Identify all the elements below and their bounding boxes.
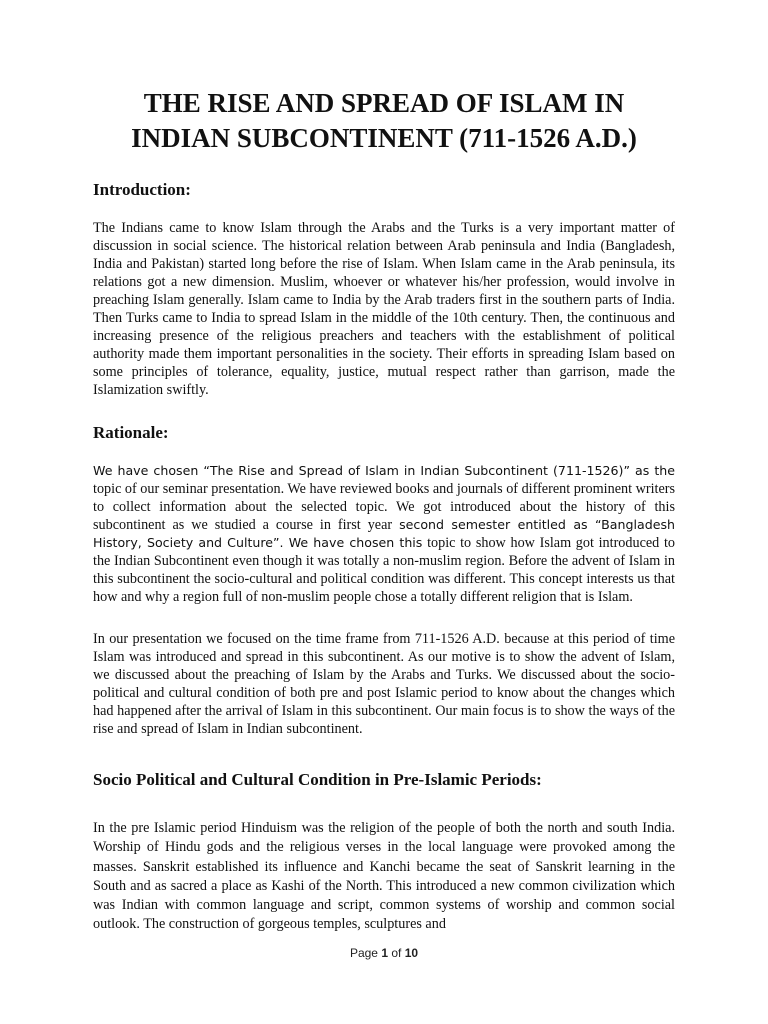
rationale-p1-part2: topic of our seminar presentation. We have reviewed books and journals of different prominent writers to collect information about the selected topic. We got introduced about the history of this subcontinent as we studied a course in first year <box>93 481 675 533</box>
footer-page-word: Page <box>349 946 378 960</box>
socio-political-heading: Socio Political and Cultural Condition in Pre-Islamic Periods: <box>93 770 542 789</box>
page-footer <box>0 946 768 960</box>
document-title <box>80 86 688 156</box>
rationale-heading: Rationale: <box>93 423 169 442</box>
title-line-1: THE RISE AND SPREAD OF ISLAM IN <box>143 88 625 118</box>
rationale-p1-part3: second semester entitled as “Bangladesh History, Society and Culture”. We have chosen this <box>93 517 676 550</box>
footer-page-total: 10 <box>404 946 419 960</box>
rationale-paragraph-1 <box>93 462 675 606</box>
socio-political-paragraph: In the pre Islamic period Hinduism was the religion of the people of both the north and south India. Worship of Hindu gods and the religious verses in the local language were provoked among the masses. Sanskrit established its influence and Kanchi became the seat of Sanskrit learning in the South and as sacred a place as Kashi of the North. This introduced a new common civilization which was Indian with common language and script, common systems of worship and common social outlook. The construction of gorgeous temples, sculptures and <box>93 820 675 933</box>
introduction-heading: Introduction: <box>93 180 191 199</box>
rationale-p1-part1: We have chosen “The Rise and Spread of Islam in Indian Subcontinent (711-1526)” as the <box>93 463 675 478</box>
title-line-2: INDIAN SUBCONTINENT (711-1526 A.D.) <box>131 123 637 153</box>
introduction-paragraph: The Indians came to know Islam through the Arabs and the Turks is a very important matter of discussion in social science. The historical relation between Arab peninsula and India (Bangladesh, India and Pakistan) started long before the rise of Islam. When Islam came in the Arab peninsula, its relations got a new dimension. Muslim, whoever or whatever his/her profession, would involve in preaching Islam generally. Islam came to India by the Arab traders first in the southern parts of India. Then Turks came to India to spread Islam in the middle of the 10th century. Then, the continuous and increasing presence of the religious preachers and teachers with the establishment of political authority made them important personalities in the society. Their efforts in spreading Islam based on some principles of tolerance, equality, justice, mutual respect rather than garrison, made the Islamization swiftly. <box>93 220 675 398</box>
rationale-paragraph-2: In our presentation we focused on the time frame from 711-1526 A.D. because at this period of time Islam was introduced and spread in this subcontinent. As our motive is to show the advent of Islam, we discussed about the preaching of Islam by the Arabs and Turks. We discussed about the socio-political and cultural condition of both pre and post Islamic period to know about the changes which had happened after the arrival of Islam in this subcontinent. Our main focus is to show the ways of the rise and spread of Islam in Indian subcontinent. <box>93 631 675 737</box>
rationale-p1-part4: topic to show how Islam got introduced to the Indian Subcontinent even though it was totally a non-muslim region. Before the advent of Islam in this subcontinent the socio-cultural and political condition was different. This concept interests us that how and why a region full of non-muslim people chose a totally different religion that is Islam. <box>93 535 676 605</box>
footer-of-word: of <box>391 946 402 960</box>
footer-page-current: 1 <box>381 946 388 960</box>
